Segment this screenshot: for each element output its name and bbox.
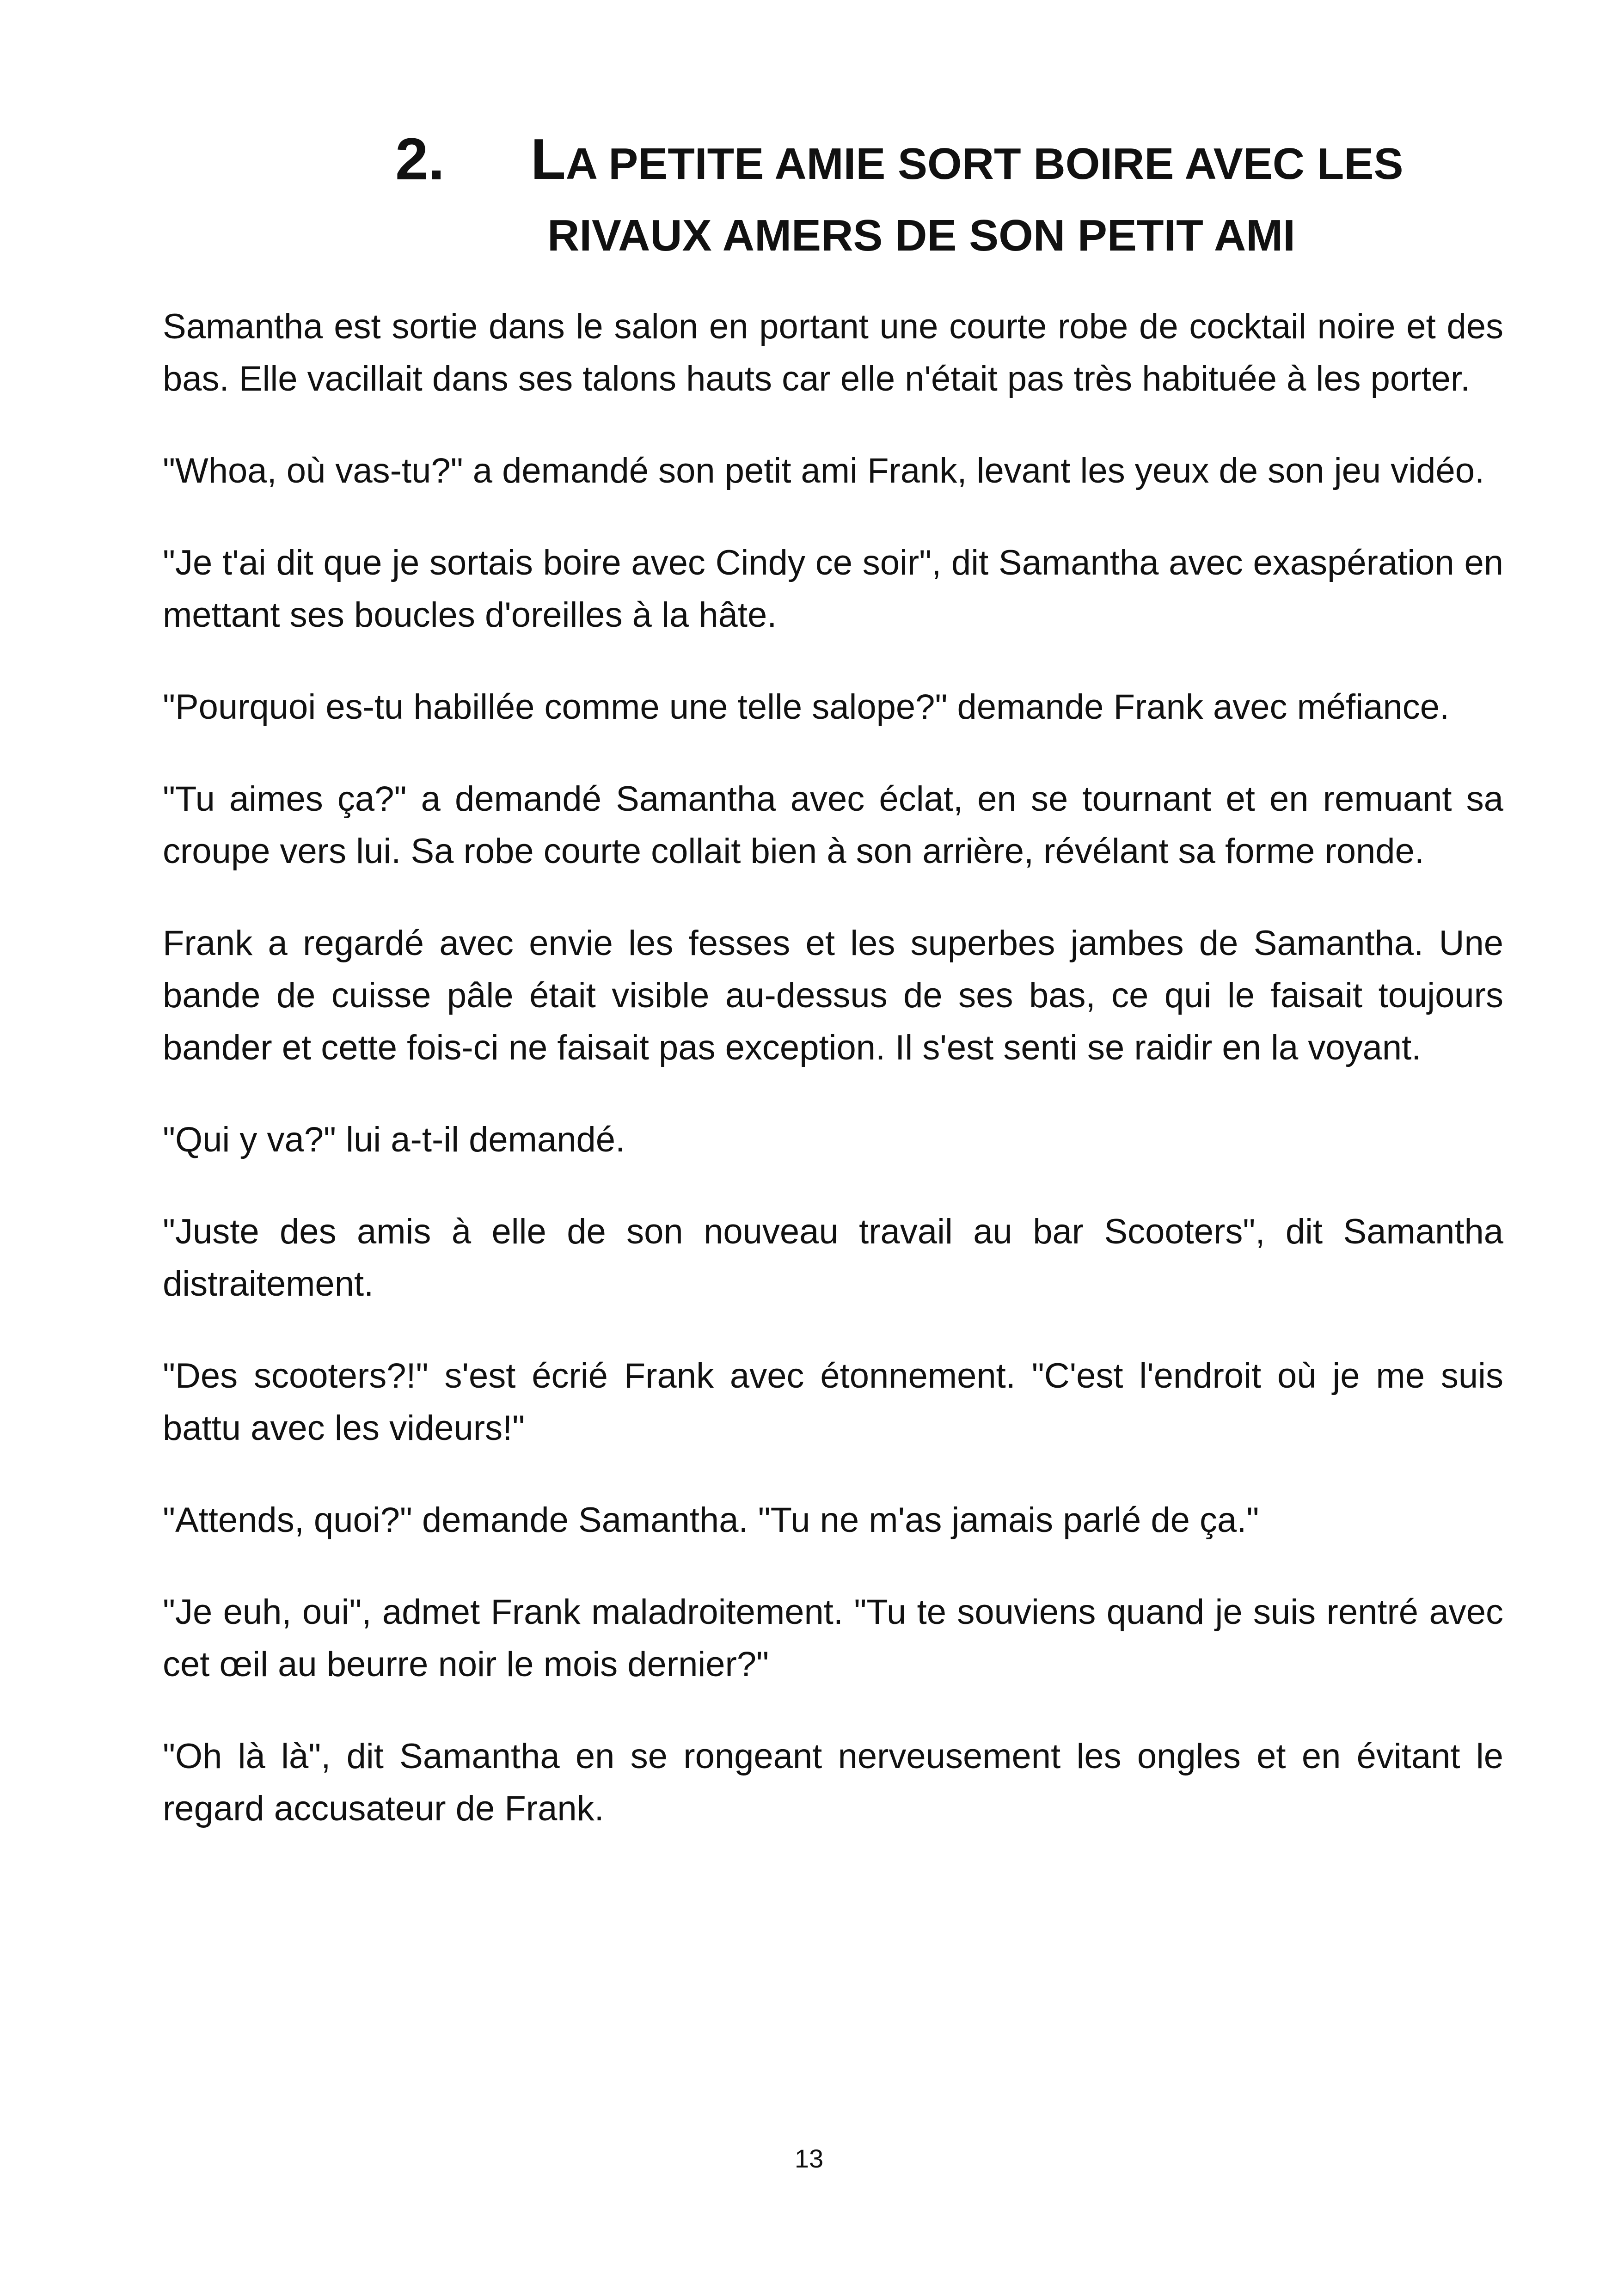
paragraph: Samantha est sortie dans le salon en portant une courte robe de cocktail noire et des bas. Elle vacillait dans ses talons hauts car elle n'était pas très habituée à les porter. [163, 307, 1503, 398]
paragraph: "Je euh, oui", admet Frank maladroitement. "Tu te souviens quand je suis rentré avec cet œil au beurre noir le mois dernier?" [163, 1592, 1503, 1684]
text-body [163, 300, 1503, 1874]
paragraph: "Attends, quoi?" demande Samantha. "Tu ne m'as jamais parlé de ça." [163, 1500, 1259, 1540]
paragraph: "Oh là là", dit Samantha en se rongeant nerveusement les ongles et en évitant le regard accusateur de Frank. [163, 1737, 1503, 1828]
paragraph: "Qui y va?" lui a-t-il demandé. [163, 1120, 625, 1159]
paragraph: "Pourquoi es-tu habillée comme une telle salope?" demande Frank avec méfiance. [163, 687, 1450, 727]
page-number: 13 [794, 2144, 824, 2173]
chapter-heading-line-1 [0, 118, 1618, 201]
paragraph: "Tu aimes ça?" a demandé Samantha avec éclat, en se tournant et en remuant sa croupe vers lui. Sa robe courte collait bien à son arrière, révélant sa forme ronde. [163, 779, 1503, 871]
chapter-heading [0, 118, 1618, 270]
paragraph: "Juste des amis à elle de son nouveau travail au bar Scooters", dit Samantha distraitement. [163, 1212, 1503, 1304]
chapter-title-line-1 [531, 118, 1403, 206]
chapter-title-dropcap: L [531, 128, 566, 191]
chapter-title-line-1-text: A PETITE AMIE SORT BOIRE AVEC LES [565, 139, 1403, 189]
paragraph: "Whoa, où vas-tu?" a demandé son petit ami Frank, levant les yeux de son jeu vidéo. [163, 451, 1485, 490]
paragraph: Frank a regardé avec envie les fesses et les superbes jambes de Samantha. Une bande de cuisse pâle était visible au-dessus de ses bas, ce qui le faisait toujours bander et cette fois-ci ne faisait pas exception. Il s'est senti se raidir en la voyant. [163, 924, 1503, 1067]
chapter-title-line-2: RIVAUX AMERS DE SON PETIT AMI [547, 211, 1295, 260]
paragraph: "Des scooters?!" s'est écrié Frank avec étonnement. "C'est l'endroit où je me suis battu avec les videurs!" [163, 1356, 1503, 1448]
chapter-number: 2. [395, 126, 445, 192]
paragraph: "Je t'ai dit que je sortais boire avec Cindy ce soir", dit Samantha avec exaspération en mettant ses boucles d'oreilles à la hâte. [163, 543, 1503, 635]
